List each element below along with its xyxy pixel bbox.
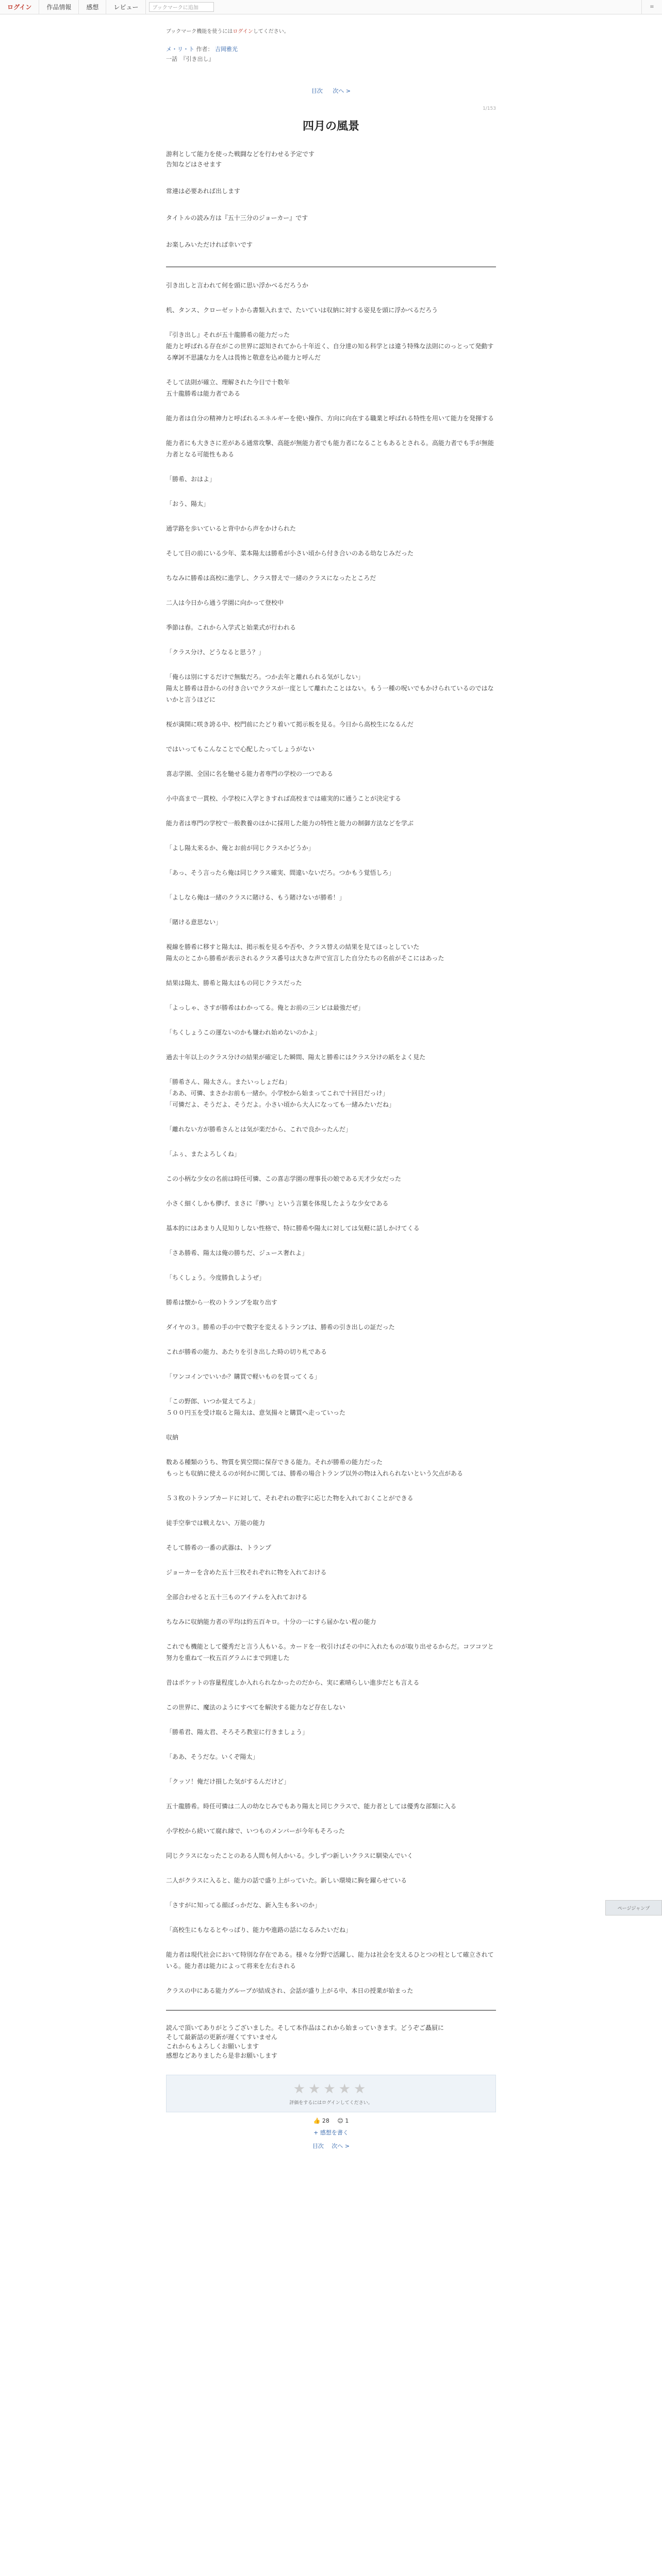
spacer xyxy=(214,0,641,14)
body-paragraph: 数ある種類のうち、物質を異空間に保存できる能力。それが勝希の能力だった もっとも収納に使えるのが何かに関しては、勝希の場合トランプ以外の物は入れられないという欠点がある xyxy=(166,1459,464,1477)
body-paragraph: この小柄な少女の名前は時任可憐、この喜志学園の理事長の娘である天才少女だった xyxy=(166,1175,402,1182)
login-link[interactable]: ログイン xyxy=(0,0,39,14)
divider xyxy=(166,266,496,267)
body-paragraph: 「さすがに知ってる顔ばっかだな、新入生も多いのか」 xyxy=(166,1902,321,1909)
body-paragraph: 「賭ける意思ない」 xyxy=(166,919,222,926)
body-paragraph: 引き出しと言われて何を頭に思い浮かべるだろうか xyxy=(166,282,309,289)
body-paragraph: 季節は春。これから入学式と始業式が行われる xyxy=(166,624,296,631)
body-paragraph: 基本的にはあまり人見知りしない性格で、特に勝希や陽太に対しては気軽に話しかけてくる xyxy=(166,1225,420,1232)
body-paragraph: 喜志学園、全国に名を馳せる能力者専門の学校の一つである xyxy=(166,770,334,777)
login-notice xyxy=(166,27,496,35)
nav-item-info[interactable]: 作品情報 xyxy=(39,0,79,14)
body-paragraph: 「よしなら俺は一緒のクラスに賭ける、もう賭けないが勝希！」 xyxy=(166,894,345,901)
author-link[interactable]: 吉岡雅光 xyxy=(215,46,238,53)
body-paragraph: 通学路を歩いていると背中から声をかけられた xyxy=(166,525,296,532)
main-content xyxy=(166,27,496,2150)
page-jump-button[interactable]: ページジャンプ xyxy=(605,1900,662,1916)
body-paragraph: 「ちくしょう。今度勝負しようぜ」 xyxy=(166,1274,266,1281)
pager-bottom xyxy=(166,2142,496,2150)
body-paragraph: 収納 xyxy=(166,1434,179,1441)
bookmark-add-button[interactable]: ブックマークに追加 xyxy=(149,2,214,12)
preface-line: 游利として能力を使った戦闘などを行わせる予定です 告知などはさせます xyxy=(166,150,315,168)
body-paragraph: 「ふぅ、またよろしくね」 xyxy=(166,1150,241,1158)
novel-body xyxy=(166,280,496,1996)
top-nav-bar xyxy=(0,0,662,14)
body-paragraph: 過去十年以上のクラス分けの結果が確定した瞬間、陽太と勝希にはクラス分けの紙をよく見た xyxy=(166,1054,426,1061)
chapter-number: 1/153 xyxy=(483,106,496,111)
body-paragraph: 小学校から続いて腐れ縁で、いつものメンバーが今年もそろった xyxy=(166,1827,345,1835)
breadcrumb xyxy=(166,45,496,53)
afterword-line: これからもよろしくお願いします xyxy=(166,2043,259,2050)
rating-box xyxy=(166,2075,496,2112)
notice-prefix: ブックマーク機能を使うには xyxy=(166,29,233,35)
notice-login-link[interactable]: ログイン xyxy=(233,29,253,35)
toc-link-bottom[interactable]: 目次 xyxy=(312,2143,324,2149)
body-paragraph: 小さく細くしかも儚げ、まさに『儚い』という言葉を体現したような少女である xyxy=(166,1200,389,1207)
body-paragraph: 「俺らは別にするだけで無駄だろ。つか去年と離れられる気がしない」 陽太と勝希は昔からの付き合いでクラスが一度として離れたことはない。もう一種の呪いでもかけられているのではないかと言うほどに xyxy=(166,673,494,703)
series-link[interactable]: メ・リ・ト xyxy=(166,46,194,53)
body-paragraph: 二人は今日から通う学園に向かって登校中 xyxy=(166,599,284,606)
body-paragraph: そして法則が確立、理解された今日で十数年 五十龍勝希は能力者である xyxy=(166,379,290,397)
body-paragraph: 結果は陽太、勝希と陽太はもの同じクラスだった xyxy=(166,979,302,987)
next-link[interactable]: 次へ > xyxy=(333,88,351,94)
reaction-good-button[interactable]: 👍 28 xyxy=(313,2117,329,2124)
preface-line: 常連は必要あれば出します xyxy=(166,188,241,195)
body-paragraph: 「おう、陽太」 xyxy=(166,500,210,507)
body-paragraph: 視線を勝希に移すと陽太は、掲示板を見るや否や、クラス替えの結果を見てほっとしていた 陽太のとこから勝希が表示されるクラス番号は大きな声で宣言した自分たちの名前がそこにはあった xyxy=(166,943,444,962)
preface-line: お楽しみいただければ幸いです xyxy=(166,241,253,248)
body-paragraph: 能力者は自分の精神力と呼ばれるエネルギーを使い操作、方向に向在する職業と呼ばれる特性を用いて能力を発揮する xyxy=(166,415,494,422)
body-paragraph: 勝希は懐から一枚のトランプを取り出す xyxy=(166,1299,278,1306)
body-paragraph: 「ワンコインでいいか？購買で軽いものを買ってくる」 xyxy=(166,1373,321,1380)
body-paragraph: これでも機能として優秀だと言う人もいる。カードを一枚引けばその中に入れたものが取り出せるからだ。コツコツと努力を重ねて一枚五百グラムにまで到達した xyxy=(166,1643,494,1662)
preface xyxy=(166,149,496,250)
body-paragraph: 能力者は専門の学校で一般教養のほかに採用した能力の特性と能力の制御方法などを学ぶ xyxy=(166,820,414,827)
pager-top xyxy=(166,87,496,95)
body-paragraph: 二人がクラスに入ると、能力の話で盛り上がっていた。新しい環境に胸を躍らせている xyxy=(166,1877,407,1884)
body-paragraph: 「さあ勝希、陽太は俺の勝ちだ、ジュース奢れよ」 xyxy=(166,1249,308,1257)
body-paragraph: 「高校生にもなるとやっぱり、能力や進路の話になるみたいだね」 xyxy=(166,1926,352,1934)
afterword xyxy=(166,2023,496,2060)
body-paragraph: 机、タンス、クローゼットから書類入れまで、たいていは収納に対する姿見を頭に浮かべるだろう xyxy=(166,307,438,314)
divider xyxy=(166,2010,496,2011)
body-paragraph: 五十龍勝希。時任可憐は二人の幼なじみでもあり陽太と同じクラスで、能力者としては優秀な部類に入る xyxy=(166,1803,457,1810)
body-paragraph: 小中高まで一貫校、小学校に入学ときすれば高校までは確実的に通うことが決定する xyxy=(166,795,402,802)
body-paragraph: 「あっ、そう言ったら俺は同じクラス確実、間違いないだろ。つかもう覚悟しろ」 xyxy=(166,869,395,876)
body-paragraph: クラスの中にある能力グループが結成され、会話が盛り上がる中、本日の授業が始まった xyxy=(166,1987,413,1994)
body-paragraph: 全部合わせると五十三ものアイテムを入れておける xyxy=(166,1594,308,1601)
body-paragraph: 「勝希、おはよ」 xyxy=(166,476,216,483)
body-paragraph: ５３枚のトランプカードに対して、それぞれの数字に応じた物を入れておくことができる xyxy=(166,1495,413,1502)
body-paragraph: この世界に、魔法のようにすべてを解決する能力など存在しない xyxy=(166,1704,345,1711)
notice-suffix: してください。 xyxy=(253,29,289,35)
body-paragraph: ダイヤの３。勝希の手の中で数字を変えるトランプは、勝希の引き出しの証だった xyxy=(166,1324,395,1331)
body-paragraph: ジョーカーを含めた五十三枚それぞれに物を入れておける xyxy=(166,1569,327,1576)
author-label: 作者： xyxy=(196,46,213,53)
body-paragraph: 「クラス分け、どうなると思う？」 xyxy=(166,649,265,656)
body-paragraph: 『引き出し』それが五十龍勝希の能力だった 能力と呼ばれる存在がこの世界に認知されてから十年近く、自分達の知る科学とは違う特殊な法則にのっとって発動する摩訶不思議な力を人は畏怖と敬意を込め能力と呼んだ xyxy=(166,331,494,361)
body-paragraph: 「ああ、そうだな。いくぞ陽太」 xyxy=(166,1753,259,1760)
episode-title: 四月の風景 xyxy=(302,120,359,133)
body-paragraph: 昔はポケットの容量程度しか入れられなかったのだから、実に素晴らしい進歩だとも言える xyxy=(166,1679,420,1686)
body-paragraph: そして目の前にいる少年、菜本陽太は勝希が小さい頃から付き合いのある幼なじみだった xyxy=(166,550,414,557)
nav-item-review[interactable]: レビュー xyxy=(106,0,146,14)
body-paragraph: 「よっしゃ、さすが勝希はわかってる。俺とお前の三ンビは最強だぜ」 xyxy=(166,1004,365,1011)
body-paragraph: 「この野郎、いつか覚えてろよ」 ５００円玉を受け取ると陽太は、意気揚々と購買へ走っていった xyxy=(166,1398,346,1416)
reaction-fun-button[interactable]: 😊 1 xyxy=(337,2117,349,2124)
body-paragraph: 能力者は現代社会において特別な存在である。様々な分野で活躍し、能力は社会を支えるひとつの柱として確立されている。能力者は能力によって将来を左右される xyxy=(166,1951,494,1970)
body-paragraph: 能力者にも大きさに差がある通常攻撃、高能が無能力者でも能力者になることもあるとされる。高能力者でも手が無能力者となる可能性もある xyxy=(166,439,494,458)
body-paragraph: 同じクラスになったことのある人間も何人かいる。少しずつ新しいクラスに馴染んでいく xyxy=(166,1852,413,1859)
body-paragraph: 「離れない方が勝希さんとは気が楽だから、これで良かったんだ」 xyxy=(166,1126,352,1133)
next-link-bottom[interactable]: 次へ > xyxy=(332,2143,350,2149)
rating-stars[interactable]: ★★★★★ xyxy=(293,2081,369,2097)
chapter-heading: 一話 『引き出し』 xyxy=(166,56,214,62)
body-paragraph: 「勝希さん、陽太さん。またいっしょだね」 「ああ、可憐、まさかお前も一緒か。小学校から始まってこれで十回目だっけ」 「可憐だよ、そうだよ、そうだよ。小さい頃から大人になっても一緒みたいだね」 xyxy=(166,1078,395,1108)
preface-line: タイトルの読み方は『五十三分のジョーカー』です xyxy=(166,214,308,222)
rating-note: 評価をするにはログインしてください。 xyxy=(289,2100,373,2106)
body-paragraph: 「ちくしょうこの運ないのかも嫌われ始めないのかよ」 xyxy=(166,1029,321,1036)
body-paragraph: これが勝希の能力、あたりを引き出した時の切り札である xyxy=(166,1348,327,1355)
toc-link[interactable]: 目次 xyxy=(311,88,323,94)
body-paragraph: そして勝希の一番の武器は、トランプ xyxy=(166,1544,272,1551)
menu-button[interactable]: ≡ xyxy=(641,0,662,14)
body-paragraph: 「勝希君、陽太君、そろそろ教室に行きましょう」 xyxy=(166,1728,309,1736)
body-paragraph: 桜が満開に咲き誇る中、校門前にたどり着いて掲示板を見る。今日から高校生になるんだ xyxy=(166,721,414,728)
reactions xyxy=(166,2117,496,2124)
body-paragraph: 「よし陽太来るか、俺とお前が同じクラスかどうか」 xyxy=(166,844,315,852)
nav-item-impressions[interactable]: 感想 xyxy=(79,0,106,14)
body-paragraph: ではいってもこんなことで心配したってしょうがない xyxy=(166,745,315,753)
afterword-line: そして最新話の更新が遅くてすいません xyxy=(166,2033,278,2041)
body-paragraph: 「クッソ！俺だけ損した気がするんだけど」 xyxy=(166,1778,290,1785)
body-paragraph: ちなみに勝希は高校に進学し、クラス替えで一緒のクラスになったところだ xyxy=(166,574,376,582)
write-impression-link[interactable]: + 感想を書く xyxy=(313,2129,349,2136)
afterword-line: 読んで頂いてありがとうございました。そして本作品はこれから始まっていきます。どうぞご贔屓に xyxy=(166,2024,444,2031)
afterword-line: 感想などありましたら是非お願いします xyxy=(166,2052,278,2059)
body-paragraph: 徒手空拳では戦えない、万能の能力 xyxy=(166,1519,266,1527)
body-paragraph: ちなみに収納能力者の平均は約五百キロ。十分の一にすら届かない程の能力 xyxy=(166,1618,376,1625)
